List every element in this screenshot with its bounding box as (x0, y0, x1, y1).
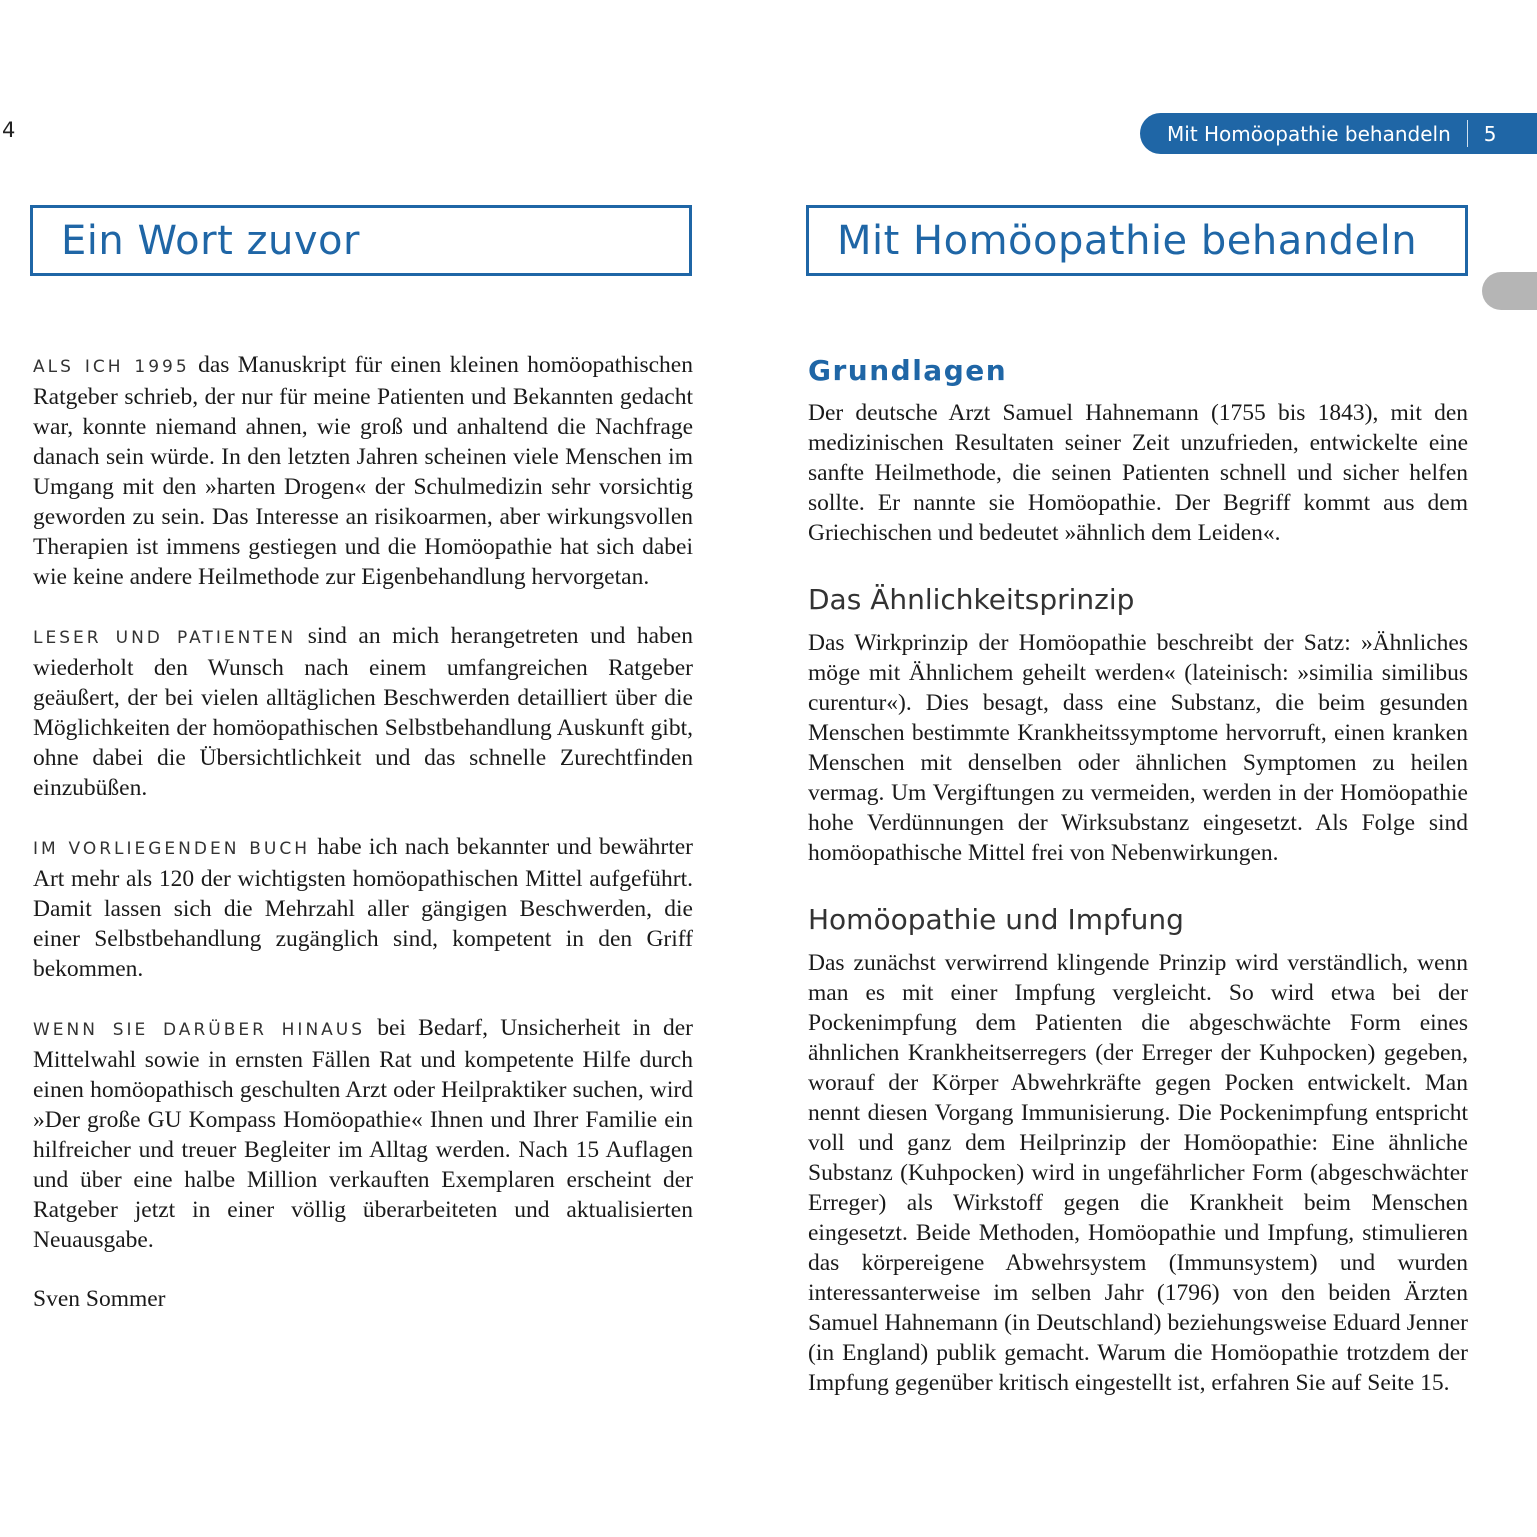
foreword-column (33, 350, 693, 1343)
title-box-left (30, 205, 692, 276)
signature: Sven Sommer (33, 1286, 166, 1312)
foreword-paragraph (33, 350, 693, 592)
section-heading: Homöopathie und Impfung (808, 903, 1184, 936)
foreword-paragraph (33, 1013, 693, 1255)
paragraph-text: sind an mich herangetreten und haben wiederholt den Wunsch nach einem umfangreichen Ratgeber geäußert, der bei vielen alltäglichen Beschwerden detailliert über die Möglichkeiten der homöopathischen Selbstbehandlung Auskunft gibt, ohne dabei die Übersichtlichkeit und das schnelle Zurechtfinden einzubüßen. (33, 623, 693, 801)
section-heading: Das Ähnlichkeitsprinzip (808, 583, 1135, 616)
foreword-paragraph (33, 621, 693, 803)
paragraph-text: bei Bedarf, Unsicherheit in der Mittelwahl sowie in ernsten Fällen Rat und kompetente Hilfe durch einen homöopathisch geschulten Arzt oder Heilpraktiker suchen, wird »Der große GU Kompass Homöopathie« Ihnen und Ihrer Familie ein hilfreicher und treuer Begleiter im Alltag werden. Nach 15 Auflagen und über eine halbe Million verkauften Exemplaren erscheint der Ratgeber jetzt in einer völlig überarbeiteten und aktualisierten Neuausgabe. (33, 1015, 693, 1253)
paragraph-lead: ALS ICH 1995 (33, 357, 190, 377)
tab-divider (1467, 120, 1468, 147)
page-title-left: Ein Wort zuvor (61, 217, 360, 264)
paragraph-text: habe ich nach bekannter und bewährter Art mehr als 120 der wichtigsten homöopathischen Mittel aufgeführt. Damit lassen sich die Mehrzahl aller gängigen Beschwerden, die einer Selbstbehandlung zugänglich sind, kompetent in den Griff bekommen. (33, 834, 693, 982)
paragraph-text: das Manuskript für einen kleinen homöopathischen Ratgeber schrieb, der nur für meine Patienten und Bekannten gedacht war, konnte niemand ahnen, wie groß und anhaltend die Nachfrage danach sein würde. In den letzten Jahren scheinen viele Menschen im Umgang mit den »harten Drogen« der Schulmedizin sehr vorsichtig geworden zu sein. Das Interesse an risikoarmen, aber wirkungsvollen Therapien ist immens gestiegen und die Homöopathie hat sich dabei wie keine andere Heilmethode zur Eigenbehandlung hervorgetan. (33, 352, 693, 590)
section-text: Der deutsche Arzt Samuel Hahnemann (1755 bis 1843), mit den medizinischen Resultaten seiner Zeit unzufrieden, entwickelte eine sanfte Heilmethode, die seinen Patienten schnell und sicher helfen sollte. Er nannte sie Homöopathie. Der Begriff kommt aus dem Griechischen und bedeutet »ähnlich dem Leiden«. (808, 400, 1468, 546)
paragraph-lead: WENN SIE DARÜBER HINAUS (33, 1020, 366, 1040)
section-text: Das Wirkprinzip der Homöopathie beschreibt der Satz: »Ähnliches möge mit Ähnlichem geheilt werden« (lateinisch: »similia similibus curentur«). Dies besagt, dass eine Substanz, die beim gesunden Menschen bestimmte Krankheitssymptome hervorruft, einen kranken Menschen mit denselben oder ähnlichen Symptomen zu heilen vermag. Um Vergiftungen zu vermeiden, werden in der Homöopathie hohe Verdünnungen der Wirksubstanz eingesetzt. Als Folge sind homöopathische Mittel frei von Nebenwirkungen. (808, 630, 1468, 866)
chapter-header-tab (1140, 113, 1537, 154)
paragraph-lead: IM VORLIEGENDEN BUCH (33, 839, 310, 859)
chapter-column (808, 350, 1468, 1398)
page-number-right: 5 (1483, 121, 1497, 146)
chapter-tab-title: Mit Homöopathie behandeln (1167, 121, 1451, 146)
paragraph-lead: LESER UND PATIENTEN (33, 628, 297, 648)
section-heading: Grundlagen (808, 354, 1008, 387)
title-box-right (806, 205, 1468, 276)
foreword-paragraph (33, 832, 693, 984)
section-text: Das zunächst verwirrend klingende Prinzip wird verständlich, wenn man es mit einer Impfung vergleicht. So wird etwa bei der Pockenimpfung dem Patienten die abgeschwächte Form eines ähnlichen Krankheitserregers (der Erreger der Kuhpocken) gegeben, worauf der Körper Abwehrkräfte gegen Pocken entwickelt. Man nennt diesen Vorgang Immunisierung. Die Pockenimpfung entspricht voll und ganz dem Heilprinzip der Homöopathie: Eine ähnliche Substanz (Kuhpocken) wird in ungefährlicher Form (abgeschwächter Erreger) als Wirkstoff gegen die Krankheit beim Menschen eingesetzt. Beide Methoden, Homöopathie und Impfung, stimulieren das körpereigene Abwehrsystem (Immunsystem) und wurden interessanterweise im selben Jahr (1796) von den beiden Ärzten Samuel Hahnemann (in Deutschland) beziehungsweise Eduard Jenner (in England) publik gemacht. Warum die Homöopathie trotzdem der Impfung gegenüber kritisch eingestellt ist, erfahren Sie auf Seite 15. (808, 950, 1468, 1396)
page-number-left: 4 (2, 118, 16, 142)
page-title-right: Mit Homöopathie behandeln (837, 217, 1418, 264)
chapter-side-marker (1482, 272, 1537, 310)
